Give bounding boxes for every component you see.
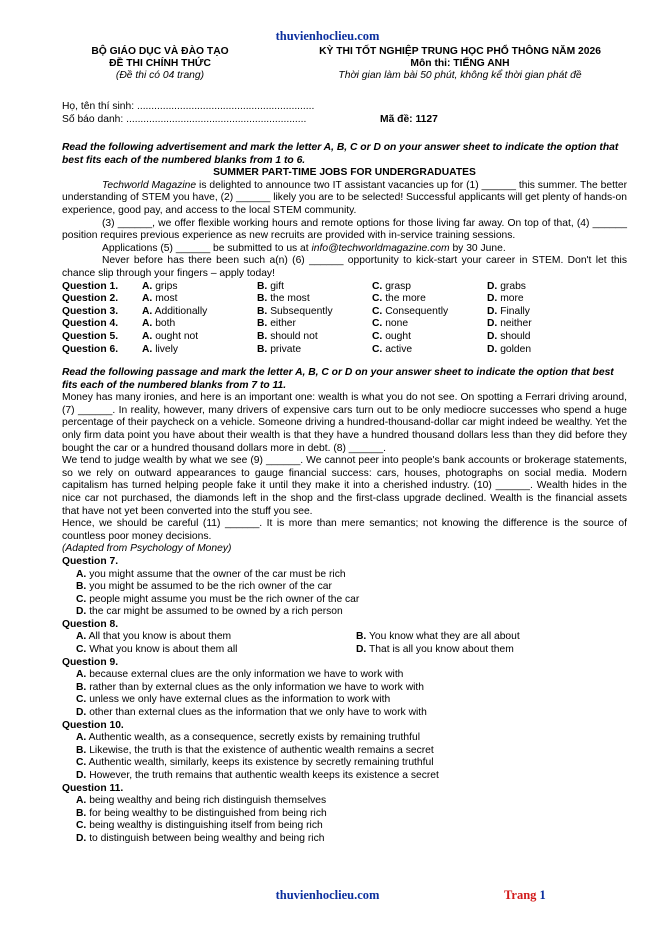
option-c[interactable]: C. grasp (372, 280, 411, 292)
part-1 (62, 142, 627, 356)
option-a[interactable]: A. most (142, 293, 178, 305)
option-b[interactable]: B. private (257, 343, 302, 355)
option-a[interactable]: A. All that you know is about them (76, 631, 232, 643)
question-label: Question 4. (62, 318, 119, 330)
candidate-name-line: Họ, tên thí sinh: .............................................................. (62, 101, 315, 112)
option-c[interactable]: C. Authentic wealth, similarly, keeps its existence by secretly remaining truthful (76, 757, 434, 769)
option-a[interactable]: A. both (142, 318, 176, 330)
ministry-header (60, 46, 260, 81)
option-b[interactable]: B. gift (257, 280, 284, 292)
passage-paragraph-3: Hence, we should be careful (11) ______. It is more than mere semantics; not knowing the difference is the source of countless poor money decisions. (62, 518, 627, 542)
option-a[interactable]: A. being wealthy and being rich distinguish themselves (76, 795, 327, 807)
exam-title: KỲ THI TỐT NGHIỆP TRUNG HỌC PHỔ THÔNG NĂM 2026 (319, 46, 601, 57)
option-d[interactable]: D. grabs (487, 280, 526, 292)
advert-p3-b: by 30 June. (449, 242, 506, 254)
page-num: 1 (539, 888, 546, 902)
option-a[interactable]: A. ought not (142, 330, 199, 342)
option-a[interactable]: A. you might assume that the owner of the car must be rich (76, 568, 346, 580)
candidate-id-line: Số báo danh: ............................................................... (62, 113, 307, 125)
option-c[interactable]: C. the more (372, 293, 426, 305)
option-d[interactable]: D. That is all you know about them (356, 644, 514, 656)
site-footer-link[interactable]: thuvienhoclieu.com (275, 888, 380, 902)
option-d[interactable]: D. to distinguish between being wealthy and being rich (76, 832, 325, 844)
part1-questions (62, 281, 627, 357)
passage-source: (Adapted from Psychology of Money) (62, 543, 232, 555)
option-d[interactable]: D. the car might be assumed to be owned by a rich person (76, 606, 343, 618)
option-d[interactable]: D. more (487, 293, 524, 305)
question-label: Question 2. (62, 293, 119, 305)
option-b[interactable]: B. Likewise, the truth is that the existence of authentic wealth remains a secret (76, 744, 434, 756)
option-c[interactable]: C. What you know is about them all (76, 644, 238, 656)
official-exam-label: ĐỀ THI CHÍNH THỨC (109, 57, 211, 69)
site-header-link[interactable]: thuvienhoclieu.com (275, 29, 380, 43)
exam-header (290, 46, 630, 81)
question-label: Question 10. (62, 719, 124, 731)
part2-instruction: Read the following passage and mark the letter A, B, C or D on your answer sheet to indicate the option that best fits each of the numbered blanks from 7 to 11. (62, 367, 614, 391)
option-b[interactable]: B. Subsequently (257, 305, 333, 317)
option-d[interactable]: D. neither (487, 318, 532, 330)
question-label: Question 1. (62, 280, 119, 292)
option-b[interactable]: B. rather than by external clues as the only information we have to work with (76, 681, 425, 693)
option-d[interactable]: D. Finally (487, 305, 530, 317)
option-b[interactable]: B. You know what they are all about (356, 631, 520, 643)
question-row (62, 331, 627, 344)
option-b[interactable]: B. the most (257, 293, 310, 305)
email-address: info@techworldmagazine.com (311, 242, 450, 254)
advert-p3-a: Applications (5) ______ be submitted to us at (102, 242, 312, 254)
advert-paragraph-2: (3) ______, we offer flexible working hours and remote options for those living far away. On top of that, (4) ______ position requires previous experience as new recruits are provided with in-service training sessions. (62, 217, 627, 242)
question-label: Question 6. (62, 343, 119, 355)
question-row (62, 306, 627, 319)
part-2 (62, 367, 627, 846)
option-d[interactable]: D. other than external clues as the information that we only have to work with (76, 707, 427, 719)
passage-paragraph-1: Money has many ironies, and here is an important one: wealth is what you do not see. On spotting a Ferrari driving around, (7) ______. In reality, however, many drivers of expensive cars turn out to be only mediocre successes who spend a huge percentage of their paycheck on a vehicle. Someone driving a hundred-thousand-dollar car might indeed be wealthy. Yet the only firm data point you have about their wealth is that they have a hundred thousand dollars less than they did before they bought the car or a hundred thousand dollars more in debt. (8) ______. (62, 392, 627, 454)
candidate-info (62, 101, 627, 126)
option-c[interactable]: C. unless we only have external clues as the information to work with (76, 694, 391, 706)
page-number (504, 889, 546, 902)
advert-paragraph-3 (62, 243, 627, 256)
passage-paragraph-2: We tend to judge wealth by what we see (9) ______. We cannot peer into people's bank accounts or brokerage statements, so we rely on outward appearances to gauge financial success: cars, houses, photographs on social media. Modern capitalism has turned helping people fake it until they make it into a cherished industry. (10) ______. Wealth hides in the nice car not purchased, the diamonds left in the shop and the first-class upgrade declined. Wealth is the financial assets that have not yet been converted into the stuff you see. (62, 455, 627, 517)
magazine-name: Techworld Magazine (102, 179, 197, 191)
option-c[interactable]: C. ought (372, 330, 411, 342)
option-c[interactable]: C. none (372, 318, 409, 330)
question-row (62, 344, 627, 357)
option-a[interactable]: A. Additionally (142, 305, 208, 317)
option-d[interactable]: D. However, the truth remains that authentic wealth keeps its existence a secret (76, 770, 439, 781)
advert-paragraph-1-text: is delighted to announce two IT assistant vacancies up for (1) ______ this summer. The better understanding of STEM you have, (2) ______ likely you are to be selected! Successful applicants will get plenty of hands-on experience, good pay, and access to the local STEM community. (62, 179, 628, 216)
question-8-options (62, 631, 627, 656)
page-count-note: (Đề thi có 04 trang) (115, 69, 205, 81)
advert-paragraph-4: Never before has there been such a(n) (6) ______ opportunity to kick-start your career in STEM. Don't let this chance slip through your fingers – apply today! (62, 255, 627, 279)
option-c[interactable]: C. Consequently (372, 305, 449, 317)
option-a[interactable]: A. because external clues are the only information we have to work with (76, 669, 404, 681)
question-row (62, 293, 627, 306)
question-label: Question 5. (62, 330, 119, 342)
option-b[interactable]: B. you might be assumed to be the rich owner of the car (76, 581, 332, 593)
option-d[interactable]: D. golden (487, 343, 532, 355)
question-label: Question 3. (62, 305, 119, 317)
option-a[interactable]: A. grips (142, 280, 178, 292)
page-word: Trang (504, 888, 537, 902)
option-b[interactable]: B. should not (257, 330, 318, 342)
question-label: Question 9. (62, 656, 119, 668)
option-c[interactable]: C. being wealthy is distinguishing itself from being rich (76, 820, 323, 832)
question-label: Question 7. (62, 555, 119, 567)
part1-instruction: Read the following advertisement and mark the letter A, B, C or D on your answer sheet to indicate the option that best fits each of the numbered blanks from 1 to 6. (62, 142, 619, 166)
subject-label: Môn thi: TIẾNG ANH (410, 57, 510, 69)
question-row (62, 318, 627, 331)
option-b[interactable]: B. for being wealthy to be distinguished from being rich (76, 807, 327, 819)
question-label: Question 11. (62, 782, 124, 794)
exam-code: Mã đề: 1127 (380, 113, 438, 125)
advert-paragraph-1 (62, 180, 627, 218)
advert-title: SUMMER PART-TIME JOBS FOR UNDERGRADUATES (213, 167, 476, 179)
option-d[interactable]: D. should (487, 330, 531, 342)
option-b[interactable]: B. either (257, 318, 296, 330)
option-c[interactable]: C. active (372, 343, 413, 355)
ministry-name: BỘ GIÁO DỤC VÀ ĐÀO TẠO (91, 46, 229, 57)
option-a[interactable]: A. Authentic wealth, as a consequence, secretly exists by remaining truthful (76, 732, 421, 744)
time-note: Thời gian làm bài 50 phút, không kể thời gian phát đề (338, 69, 582, 81)
question-row (62, 281, 627, 294)
option-a[interactable]: A. lively (142, 343, 179, 355)
option-c[interactable]: C. people might assume you must be the rich owner of the car (76, 593, 360, 605)
question-label: Question 8. (62, 618, 119, 630)
